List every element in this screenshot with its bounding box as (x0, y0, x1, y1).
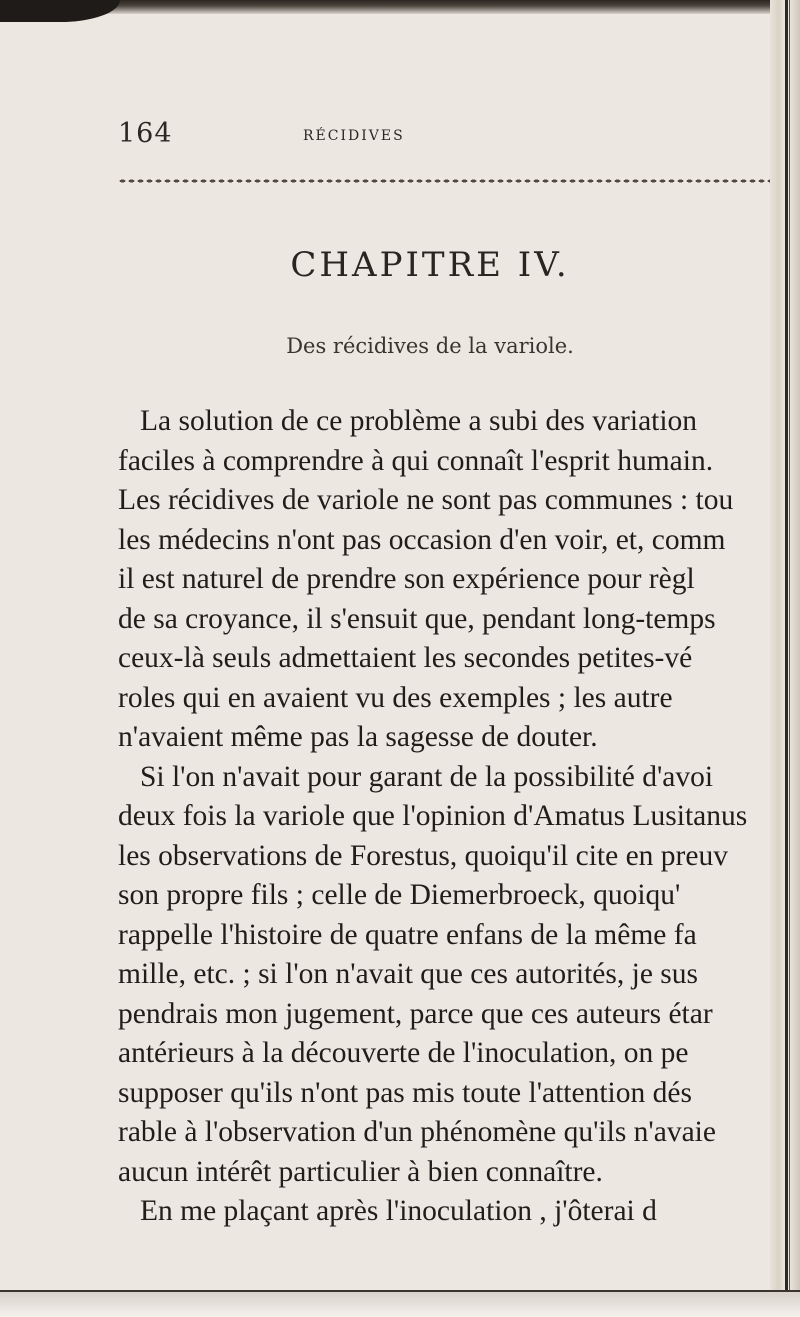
chapter-title-text: CHAPITRE IV. (290, 245, 570, 285)
body-line: rappelle l'histoire de quatre enfans de la même fa (118, 918, 697, 951)
chapter-subtitle (0, 334, 800, 358)
binding-shadow (785, 0, 788, 1317)
chapter-subtitle-text: Des récidives de la variole. (286, 334, 574, 358)
body-line: supposer qu'ils n'ont pas mis toute l'attention dés (118, 1076, 692, 1109)
binding-edge (789, 0, 790, 1317)
body-line: En me plaçant après l'inoculation , j'ôterai d (140, 1195, 657, 1227)
chapter-title (0, 245, 800, 285)
body-line: Les récidives de variole ne sont pas communes : tou (118, 484, 734, 516)
body-line: aucun intérêt particulier à bien connaître. (118, 1155, 603, 1188)
body-line: son propre fils ; celle de Diemerbroeck, quoiqu' (118, 879, 681, 911)
body-text (118, 402, 788, 1232)
page-number: 164 (118, 118, 173, 149)
body-line: Si l'on n'avait pour garant de la possibilité d'avoi (140, 760, 714, 793)
body-line: mille, etc. ; si l'on n'avait que ces autorités, je sus (118, 958, 699, 990)
body-line: les médecins n'ont pas occasion d'en voir, et, comm (118, 523, 726, 556)
body-line: rable à l'observation d'un phénomène qu'ils n'avaie (118, 1116, 716, 1148)
body-line: faciles à comprendre à qui connaît l'esprit humain. (118, 444, 714, 477)
body-line: il est naturel de prendre son expérience pour règl (118, 563, 695, 595)
page-corner-shadow (0, 0, 120, 22)
body-line: ceux-là seuls admettaient les secondes petites-vé (118, 642, 693, 674)
body-line: pendrais mon jugement, parce que ces auteurs étar (118, 997, 713, 1030)
body-line: deux fois la variole que l'opinion d'Amatus Lusitanus (118, 800, 748, 832)
body-line: La solution de ce problème a subi des variation (140, 405, 698, 437)
book-gutter (770, 0, 800, 1317)
body-line: roles qui en avaient vu des exemples ; les autre (118, 681, 673, 714)
page-top-edge (0, 0, 800, 14)
body-line: n'avaient même pas la sagesse de douter. (118, 721, 598, 753)
body-line: antérieurs à la découverte de l'inoculation, on pe (118, 1037, 689, 1069)
body-line: de sa croyance, il s'ensuit que, pendant long-temps (118, 602, 716, 635)
ornament-rule (118, 178, 792, 184)
page-bottom-fade (0, 1292, 800, 1317)
running-title: RÉCIDIVES (303, 128, 405, 144)
body-line: les observations de Forestus, quoiqu'il cite en preuv (118, 839, 728, 872)
